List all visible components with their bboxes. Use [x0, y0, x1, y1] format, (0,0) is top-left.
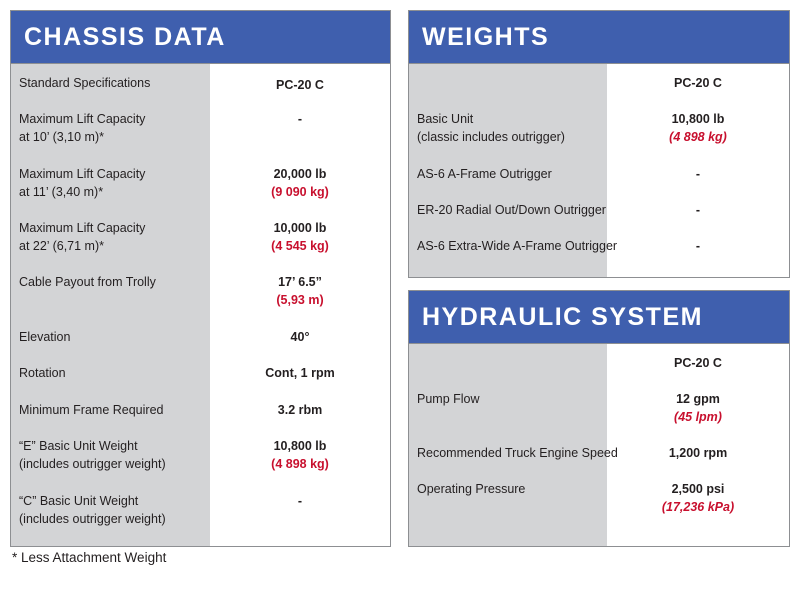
weights-imperial-value: 10,800 lb [671, 112, 725, 126]
weights-metric-value: (4 898 kg) [669, 130, 727, 144]
chassis-row-value [210, 492, 390, 510]
chassis-row-value [210, 110, 390, 128]
weights-row-label-line: Basic Unit [417, 112, 474, 126]
chassis-row-value [210, 401, 390, 419]
chassis-row-label-line: (includes outrigger weight) [19, 457, 166, 471]
chassis-row-label [19, 492, 166, 528]
chassis-row-label [19, 273, 156, 291]
chassis-imperial-value: 40° [290, 330, 310, 344]
hydraulic-system-panel [408, 290, 790, 547]
weights-row-label [417, 110, 565, 146]
chassis-imperial-value: 3.2 rbm [277, 403, 323, 417]
chassis-row-value [210, 328, 390, 346]
chassis-row-label [19, 328, 70, 346]
chassis-row-label-line: at 10’ (3,10 m)* [19, 130, 104, 144]
weights-row-label [417, 237, 617, 255]
chassis-imperial-value: 10,800 lb [273, 439, 327, 453]
chassis-row-label-line: (includes outrigger weight) [19, 512, 166, 526]
weights-row-label-line: ER-20 Radial Out/Down Outrigger [417, 203, 606, 217]
chassis-row-label-line: Minimum Frame Required [19, 403, 164, 417]
chassis-data-title: CHASSIS DATA [11, 11, 390, 64]
chassis-row-label [19, 165, 145, 201]
chassis-row-label [19, 74, 150, 92]
hydraulic-row-label-line: Recommended Truck Engine Speed [417, 446, 618, 460]
chassis-row-label [19, 110, 145, 146]
chassis-imperial-value: - [297, 112, 303, 126]
chassis-row-label-line: Maximum Lift Capacity [19, 167, 146, 181]
chassis-row-label [19, 437, 166, 473]
weights-imperial-value: - [695, 167, 701, 181]
chassis-row-value [210, 437, 390, 473]
chassis-row-value [210, 273, 390, 309]
hydraulic-row-value [607, 480, 789, 516]
weights-row-value [607, 237, 789, 255]
hydraulic-row-label-line: Operating Pressure [417, 482, 526, 496]
chassis-data-panel [10, 10, 391, 547]
chassis-imperial-value: 17’ 6.5” [278, 275, 322, 289]
chassis-metric-value: (9 090 kg) [271, 185, 329, 199]
weights-row-value [607, 165, 789, 183]
weights-row-label-line: AS-6 Extra-Wide A-Frame Outrigger [417, 239, 618, 253]
chassis-metric-value: (4 898 kg) [271, 457, 329, 471]
hydraulic-metric-value: (45 lpm) [674, 410, 722, 424]
chassis-row-value [210, 76, 390, 94]
chassis-imperial-value: - [297, 494, 303, 508]
hydraulic-row-value [607, 390, 789, 426]
chassis-row-label [19, 364, 66, 382]
hydraulic-row-label-line: Pump Flow [417, 392, 480, 406]
hydraulic-metric-value: (17,236 kPa) [661, 500, 735, 514]
hydraulic-system-title: HYDRAULIC SYSTEM [409, 291, 789, 344]
weights-row-value [607, 201, 789, 219]
chassis-row-label-line: “E” Basic Unit Weight [19, 439, 138, 453]
footnote: * Less Attachment Weight [12, 550, 167, 565]
chassis-row-label-line: Elevation [19, 330, 71, 344]
chassis-row-label-line: Maximum Lift Capacity [19, 112, 146, 126]
chassis-row-label-line: “C” Basic Unit Weight [19, 494, 139, 508]
weights-panel [408, 10, 790, 278]
hydraulic-imperial-value: 1,200 rpm [668, 446, 728, 460]
chassis-imperial-value: PC-20 C [276, 78, 324, 92]
weights-imperial-value: - [695, 239, 701, 253]
chassis-metric-value: (5,93 m) [276, 293, 324, 307]
hydraulic-row-label [417, 444, 618, 462]
hydraulic-row-label [417, 390, 480, 408]
hydraulic-imperial-value: 2,500 psi [671, 482, 725, 496]
chassis-row-label-line: Maximum Lift Capacity [19, 221, 146, 235]
chassis-metric-value: (4 545 kg) [271, 239, 329, 253]
chassis-row-label-line: Cable Payout from Trolly [19, 275, 156, 289]
hydraulic-row-value [607, 444, 789, 462]
weights-imperial-value: - [695, 203, 701, 217]
hydraulic-column-header: PC-20 C [674, 356, 722, 370]
weights-title: WEIGHTS [409, 11, 789, 64]
chassis-row-value [210, 219, 390, 255]
weights-row-label [417, 165, 552, 183]
chassis-imperial-value: 20,000 lb [273, 167, 327, 181]
weights-column-header: PC-20 C [674, 76, 722, 90]
weights-row-value [607, 110, 789, 146]
chassis-row-label [19, 401, 163, 419]
chassis-imperial-value: 10,000 lb [273, 221, 327, 235]
weights-row-label-line: (classic includes outrigger) [417, 130, 565, 144]
weights-row-label-line: AS-6 A-Frame Outrigger [417, 167, 552, 181]
chassis-row-label-line: Rotation [19, 366, 66, 380]
chassis-row-label [19, 219, 145, 255]
hydraulic-row-label [417, 480, 525, 498]
chassis-row-label-line: at 11’ (3,40 m)* [19, 185, 104, 199]
hydraulic-imperial-value: 12 gpm [676, 392, 720, 406]
chassis-row-label-line: Standard Specifications [19, 76, 151, 90]
chassis-row-value [210, 165, 390, 201]
chassis-row-value [210, 364, 390, 382]
weights-row-label [417, 201, 606, 219]
chassis-imperial-value: Cont, 1 rpm [265, 366, 335, 380]
chassis-row-label-line: at 22’ (6,71 m)* [19, 239, 104, 253]
